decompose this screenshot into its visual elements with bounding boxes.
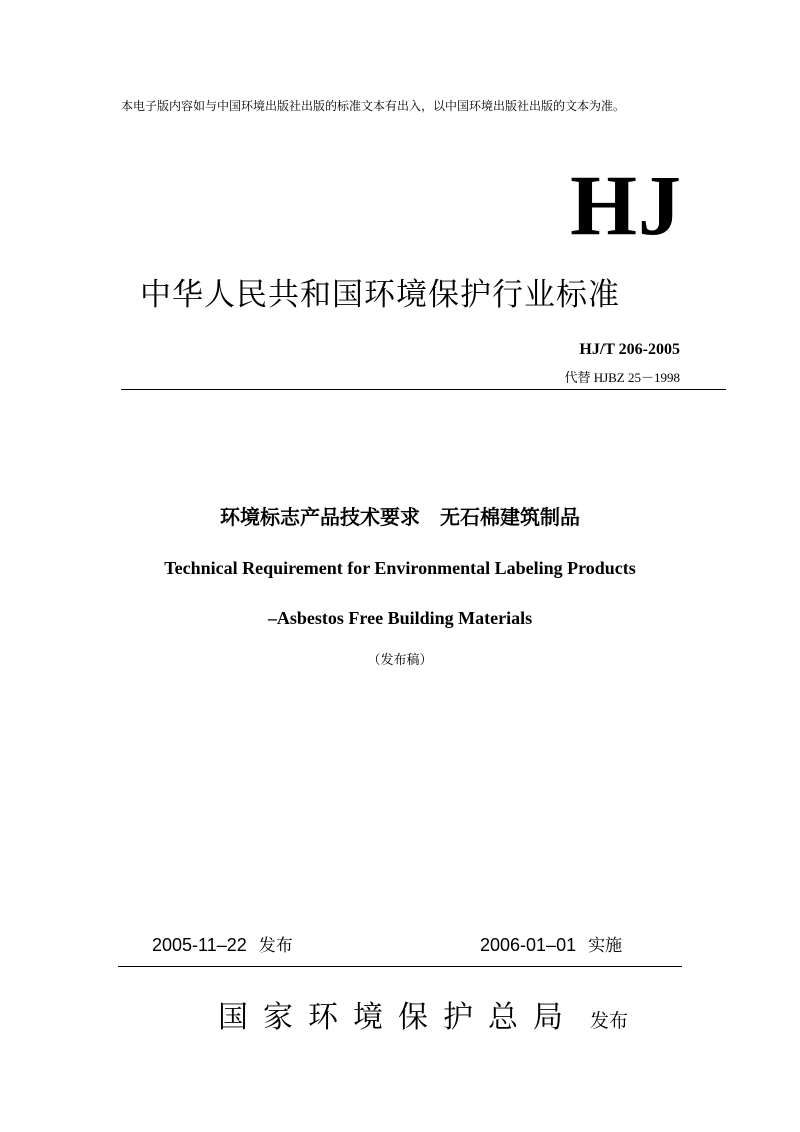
publisher-notice: 本电子版内容如与中国环境出版社出版的标准文本有出入，以中国环境出版社出版的文本为准。 xyxy=(121,99,626,113)
top-divider xyxy=(121,389,726,390)
standard-category-title: 中华人民共和国环境保护行业标准 xyxy=(140,277,620,313)
standard-number: HJ/T 206-2005 xyxy=(579,341,680,358)
hj-logo: HJ xyxy=(570,157,682,253)
issue-date-block xyxy=(152,931,293,960)
draft-status: （发布稿） xyxy=(367,653,433,668)
chinese-document-title: 环境标志产品技术要求 无石棉建筑制品 xyxy=(220,505,580,529)
replaces-standard: 代替 HJBZ 25－1998 xyxy=(564,370,680,385)
effective-date-block xyxy=(480,931,622,960)
issued-suffix: 发布 xyxy=(590,1010,629,1032)
english-title-line-1: Technical Requirement for Environmental Labeling Products xyxy=(164,558,636,578)
english-title-line-2: –Asbestos Free Building Materials xyxy=(267,608,533,628)
effective-date: 2006-01–01 xyxy=(480,935,577,955)
issue-date: 2005-11–22 xyxy=(152,935,247,955)
effective-label: 实施 xyxy=(588,936,623,956)
bottom-divider xyxy=(118,966,682,967)
issuing-authority: 国家环境保护总局 xyxy=(218,1000,578,1035)
issue-label: 发布 xyxy=(258,936,293,956)
